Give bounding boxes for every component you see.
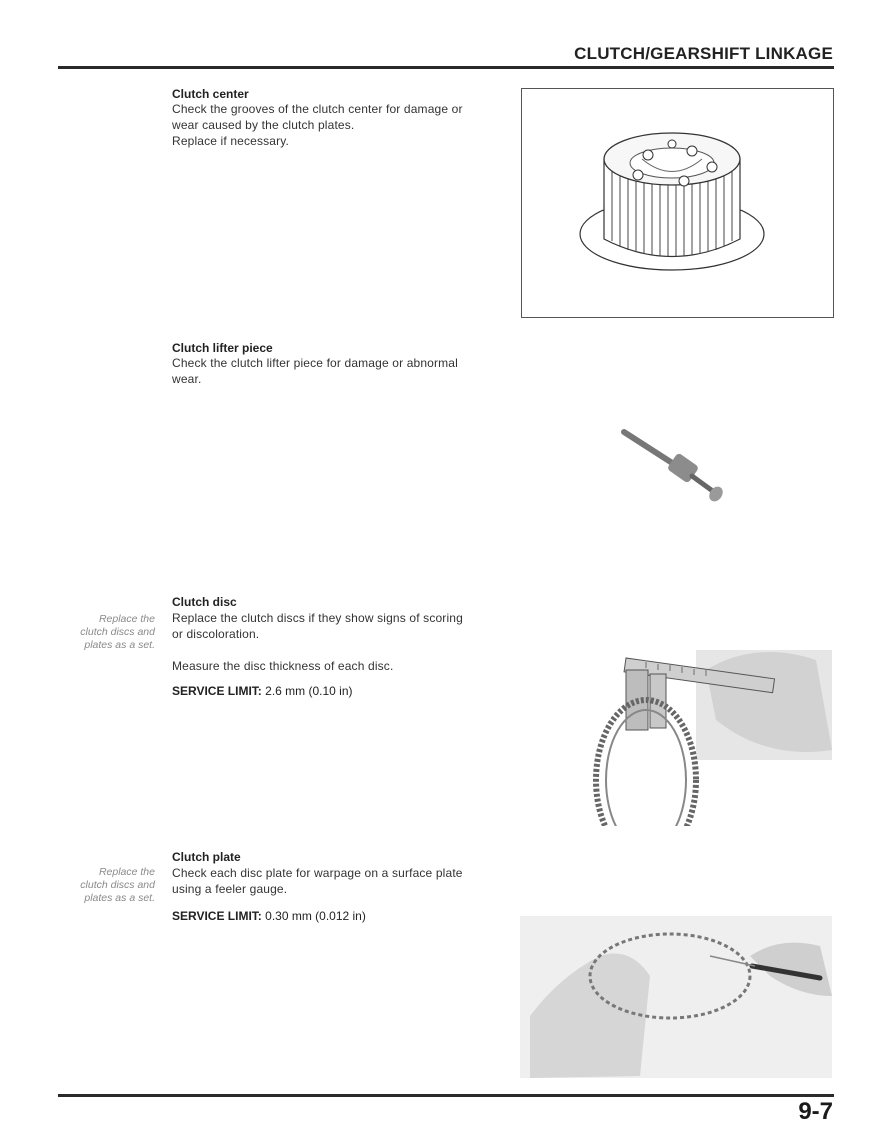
- section-line: Replace the clutch discs if they show signs of scoring: [172, 611, 463, 625]
- section-title: Clutch lifter piece: [172, 341, 273, 355]
- measure-instruction: Measure the disc thickness of each disc.: [172, 659, 394, 673]
- header-rule: [58, 66, 834, 69]
- side-note-line: Replace the: [98, 613, 155, 625]
- section-title: Clutch disc: [172, 595, 237, 609]
- side-note-plate: [55, 866, 155, 905]
- section-line: or discoloration.: [172, 627, 260, 641]
- clutch-center-figure: [521, 88, 834, 318]
- service-limit: [172, 684, 517, 698]
- service-limit-label: SERVICE LIMIT:: [172, 909, 262, 923]
- footer-rule: [58, 1094, 834, 1097]
- caliper-measurement-photo: [586, 630, 832, 826]
- section-line: Check the clutch lifter piece for damage or abnormal: [172, 356, 458, 370]
- lifter-piece-illustration: [610, 418, 730, 508]
- page-header-title: CLUTCH/GEARSHIFT LINKAGE: [574, 44, 833, 63]
- section-clutch-lifter: [172, 341, 512, 387]
- page-number: 9-7: [798, 1098, 833, 1125]
- section-line: wear.: [172, 372, 202, 386]
- section-clutch-plate: [172, 850, 517, 923]
- side-note-line: plates as a set.: [84, 639, 155, 651]
- section-line: Check each disc plate for warpage on a surface plate: [172, 866, 463, 880]
- section-title: Clutch center: [172, 87, 249, 101]
- section-line: Replace if necessary.: [172, 134, 289, 148]
- service-limit-value: 0.30 mm (0.012 in): [265, 909, 366, 923]
- section-clutch-disc: [172, 595, 517, 698]
- caliper-illustration: [586, 630, 832, 826]
- feeler-gauge-illustration: [520, 916, 832, 1078]
- side-note-line: plates as a set.: [84, 892, 155, 904]
- side-note-line: clutch discs and: [80, 879, 155, 891]
- section-line: using a feeler gauge.: [172, 882, 288, 896]
- clutch-center-illustration: [522, 89, 833, 317]
- service-limit: [172, 909, 517, 923]
- section-clutch-center: [172, 87, 512, 149]
- side-note-line: clutch discs and: [80, 626, 155, 638]
- clutch-lifter-piece-image: [610, 418, 730, 508]
- section-line: wear caused by the clutch plates.: [172, 118, 355, 132]
- feeler-gauge-photo: [520, 916, 832, 1078]
- side-note-disc: [55, 613, 155, 652]
- service-limit-value: 2.6 mm (0.10 in): [265, 684, 353, 698]
- section-line: Check the grooves of the clutch center for damage or: [172, 102, 463, 116]
- side-note-line: Replace the: [98, 866, 155, 878]
- service-limit-label: SERVICE LIMIT:: [172, 684, 262, 698]
- section-title: Clutch plate: [172, 850, 241, 864]
